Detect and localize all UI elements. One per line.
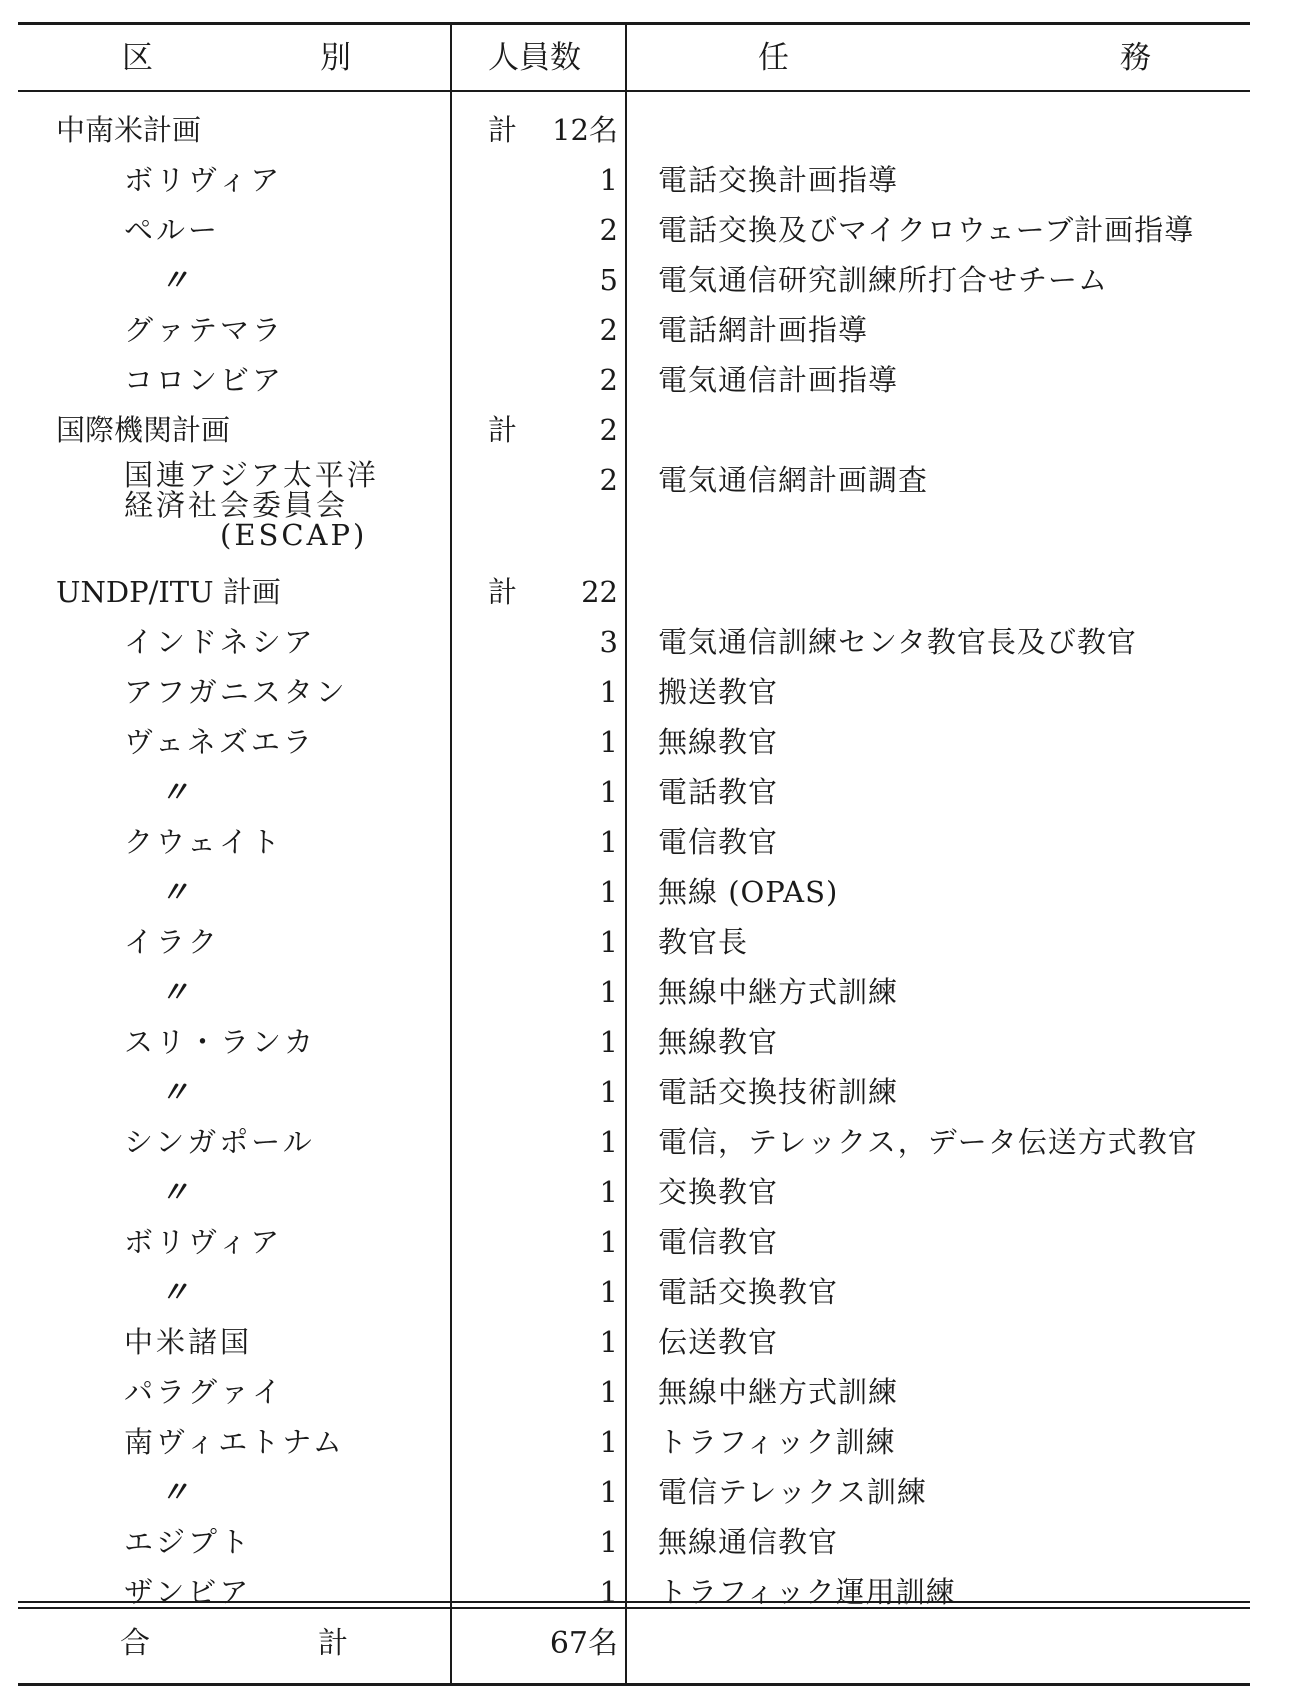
row-duty: 無線教官 xyxy=(658,725,779,759)
row-duty: 電話交換教官 xyxy=(658,1275,839,1309)
row-duty: 搬送教官 xyxy=(658,675,779,709)
row-count: 1 xyxy=(599,775,618,809)
row-count: 1 xyxy=(599,825,618,859)
row-count-cell xyxy=(470,822,618,862)
ditto-mark: 〃 xyxy=(160,263,190,297)
ditto-mark: 〃 xyxy=(160,1275,190,1309)
row-subtotal-prefix: 計 xyxy=(488,113,518,147)
row-count-cell xyxy=(470,1022,618,1062)
row-count: 1 xyxy=(599,1575,618,1609)
table-row xyxy=(0,1370,1301,1420)
row-category: エジプト xyxy=(124,1525,253,1559)
row-count-cell xyxy=(470,1222,618,1262)
row-duty: トラフィック運用訓練 xyxy=(658,1575,956,1609)
row-duty: 無線通信教官 xyxy=(658,1525,839,1559)
row-duty: 伝送教官 xyxy=(658,1325,779,1359)
row-count: 1 xyxy=(599,925,618,959)
header-count: 人員数 xyxy=(488,40,581,76)
row-count-cell xyxy=(470,310,618,350)
row-category: UNDP/ITU 計画 xyxy=(56,575,281,609)
row-count: 1 xyxy=(599,1475,618,1509)
row-duty: 電気通信研究訓練所打合せチーム xyxy=(658,263,1109,297)
row-subtotal-prefix: 計 xyxy=(488,575,518,609)
table-row xyxy=(0,208,1301,258)
row-duty: 無線 (OPAS) xyxy=(658,875,839,909)
table-row xyxy=(0,1520,1301,1570)
table-row xyxy=(0,770,1301,820)
row-count: 1 xyxy=(599,1425,618,1459)
row-duty: 教官長 xyxy=(658,925,749,959)
header-category-char-2: 別 xyxy=(320,40,351,76)
row-count: 1 xyxy=(599,675,618,709)
table-row xyxy=(0,1320,1301,1370)
row-subtotal-prefix: 計 xyxy=(488,413,518,447)
row-count: 1 xyxy=(599,1325,618,1359)
row-duty: 無線教官 xyxy=(658,1025,779,1059)
total-label-char-2: 計 xyxy=(318,1626,348,1661)
row-count: 2 xyxy=(599,413,618,447)
row-count: 2 xyxy=(599,463,618,497)
table-row xyxy=(0,1170,1301,1220)
table-row xyxy=(0,1570,1301,1620)
row-category: 中南米計画 xyxy=(56,113,202,147)
row-duty: 電話教官 xyxy=(658,775,779,809)
row-category: コロンビア xyxy=(124,363,285,397)
header-duty-char-2: 務 xyxy=(1120,40,1151,76)
row-count: 2 xyxy=(599,213,618,247)
row-count: 1 xyxy=(599,875,618,909)
row-count: 1 xyxy=(599,1025,618,1059)
table-row xyxy=(0,1470,1301,1520)
bottom-rule xyxy=(18,1683,1250,1686)
table-row xyxy=(0,1020,1301,1070)
row-duty: 電気通信網計画調査 xyxy=(658,463,929,497)
row-count-cell xyxy=(470,672,618,712)
row-category: ボリヴィア xyxy=(124,163,283,197)
row-category: ヴェネズエラ xyxy=(124,725,315,759)
row-count-cell xyxy=(470,210,618,250)
row-count-cell xyxy=(470,1072,618,1112)
table-body xyxy=(0,108,1301,1620)
header-category-char-1: 区 xyxy=(122,40,153,76)
row-category: ザンビア xyxy=(124,1575,252,1609)
row-count: 2 xyxy=(599,363,618,397)
table-row xyxy=(0,158,1301,208)
row-duty: 無線中継方式訓練 xyxy=(658,1375,899,1409)
row-count-cell xyxy=(470,1172,618,1212)
row-duty: 交換教官 xyxy=(658,1175,779,1209)
row-category: グァテマラ xyxy=(124,313,285,347)
row-count-cell xyxy=(470,1522,618,1562)
row-count-cell xyxy=(470,722,618,762)
row-count-cell xyxy=(470,972,618,1012)
header-rule xyxy=(18,90,1250,92)
row-count: 2 xyxy=(599,313,618,347)
row-count: 1 xyxy=(599,1375,618,1409)
row-count-cell xyxy=(470,460,618,500)
table-row xyxy=(0,1120,1301,1170)
row-count: 1 xyxy=(599,1275,618,1309)
row-count-cell xyxy=(470,922,618,962)
row-duty: 電信教官 xyxy=(658,825,779,859)
row-count-cell xyxy=(470,1422,618,1462)
row-count-cell xyxy=(470,1322,618,1362)
total-label-char-1: 合 xyxy=(120,1626,150,1661)
table-row xyxy=(0,1270,1301,1320)
top-rule xyxy=(18,22,1250,25)
table-row xyxy=(0,258,1301,308)
ditto-mark: 〃 xyxy=(160,975,190,1009)
row-category: シンガポール xyxy=(124,1125,315,1159)
ditto-mark: 〃 xyxy=(160,775,190,809)
table-row xyxy=(0,408,1301,458)
row-count-cell xyxy=(470,1272,618,1312)
row-category: スリ・ランカ xyxy=(124,1025,317,1059)
table-row xyxy=(0,358,1301,408)
row-duty: 電話交換計画指導 xyxy=(658,163,899,197)
row-count: 1 xyxy=(599,1075,618,1109)
table-row xyxy=(0,820,1301,870)
row-count-cell xyxy=(470,1572,618,1612)
row-count-cell xyxy=(470,872,618,912)
row-count: 1 xyxy=(599,1125,618,1159)
ditto-mark: 〃 xyxy=(160,1075,190,1109)
row-count-cell xyxy=(470,1122,618,1162)
row-duty: 無線中継方式訓練 xyxy=(658,975,899,1009)
row-count: 12名 xyxy=(552,113,618,147)
table-row xyxy=(0,308,1301,358)
table-row xyxy=(0,570,1301,620)
table-row xyxy=(0,1220,1301,1270)
row-duty: 電話交換技術訓練 xyxy=(658,1075,899,1109)
table-row xyxy=(0,620,1301,670)
row-category: パラグァイ xyxy=(124,1375,285,1409)
row-count-cell xyxy=(470,622,618,662)
row-count-cell xyxy=(470,410,618,450)
row-count: 1 xyxy=(599,1225,618,1259)
row-category: クウェイト xyxy=(124,825,283,859)
row-count: 1 xyxy=(599,163,618,197)
row-category: 南ヴィエトナム xyxy=(124,1425,345,1459)
row-count: 1 xyxy=(599,1175,618,1209)
row-count: 5 xyxy=(599,263,618,297)
row-count-cell xyxy=(470,572,618,612)
row-category: 中米諸国 xyxy=(124,1325,253,1359)
header-duty-char-1: 任 xyxy=(758,40,789,76)
row-duty: 電話網計画指導 xyxy=(658,313,869,347)
row-category: ペルー xyxy=(124,213,221,247)
row-count-cell xyxy=(470,360,618,400)
row-count-cell xyxy=(470,772,618,812)
row-category: アフガニスタン xyxy=(124,675,348,709)
table-row xyxy=(0,1420,1301,1470)
row-category: ボリヴィア xyxy=(124,1225,283,1259)
table-row xyxy=(0,1070,1301,1120)
row-count: 1 xyxy=(599,725,618,759)
row-category: インドネシア xyxy=(124,625,316,659)
row-count-cell xyxy=(470,160,618,200)
ditto-mark: 〃 xyxy=(160,1475,190,1509)
row-count-cell xyxy=(470,110,618,150)
row-count: 3 xyxy=(599,625,618,659)
row-count-cell xyxy=(470,1472,618,1512)
row-duty: 電気通信計画指導 xyxy=(658,363,899,397)
row-duty: 電信テレックス訓練 xyxy=(658,1475,927,1509)
row-duty: トラフィック訓練 xyxy=(658,1425,896,1459)
table-row xyxy=(0,670,1301,720)
row-count-cell xyxy=(470,1372,618,1412)
table-row xyxy=(0,970,1301,1020)
row-duty: 電信，テレックス，データ伝送方式教官 xyxy=(658,1125,1198,1159)
row-duty: 電信教官 xyxy=(658,1225,779,1259)
row-count-cell xyxy=(470,260,618,300)
row-category: 国際機関計画 xyxy=(56,413,231,447)
row-duty: 電話交換及びマイクロウェーブ計画指導 xyxy=(658,213,1195,247)
total-count: 67名 xyxy=(549,1626,618,1661)
table-row xyxy=(0,870,1301,920)
row-count: 1 xyxy=(599,1525,618,1559)
table-row xyxy=(0,458,1301,570)
row-count: 22 xyxy=(581,575,618,609)
row-count: 1 xyxy=(599,975,618,1009)
row-category: 国連アジア太平洋 経済社会委員会 (ESCAP) xyxy=(124,458,379,552)
table-row xyxy=(0,920,1301,970)
ditto-mark: 〃 xyxy=(160,1175,190,1209)
table-row xyxy=(0,720,1301,770)
row-category: イラク xyxy=(124,925,221,959)
table-row xyxy=(0,108,1301,158)
ditto-mark: 〃 xyxy=(160,875,190,909)
row-duty: 電気通信訓練センタ教官長及び教官 xyxy=(658,625,1137,659)
